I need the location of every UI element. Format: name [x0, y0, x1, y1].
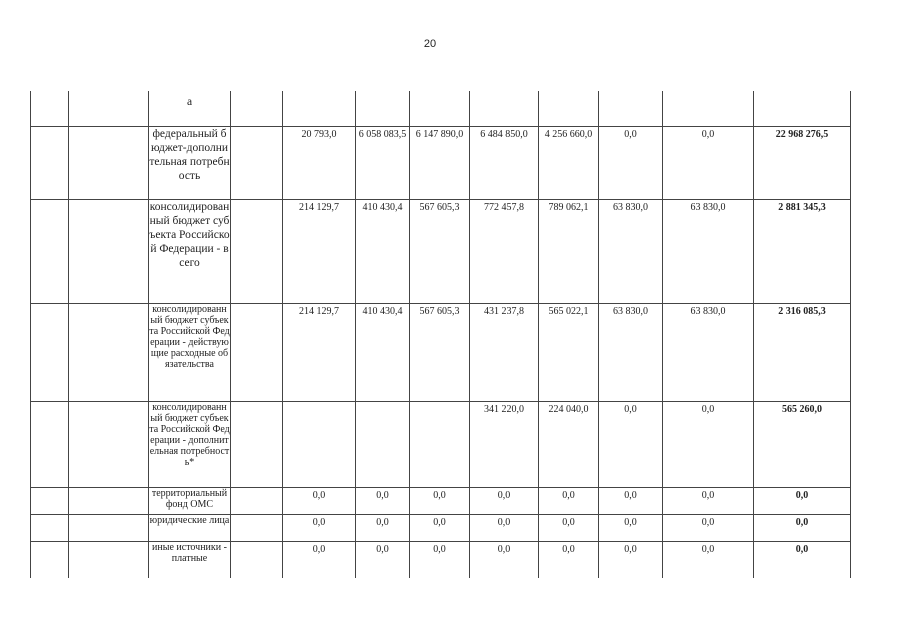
year-value-cell — [663, 91, 754, 126]
year-value-cell: 0,0 — [356, 514, 410, 541]
year-value-cell: 6 058 083,5 — [356, 126, 410, 199]
total-cell: 0,0 — [754, 541, 851, 578]
year-value-cell — [410, 91, 470, 126]
outline-col-b — [69, 487, 149, 514]
total-cell — [754, 91, 851, 126]
total-cell: 565 260,0 — [754, 401, 851, 487]
outline-col-a — [31, 303, 69, 401]
year-value-cell — [599, 91, 663, 126]
year-value-cell: 0,0 — [410, 514, 470, 541]
blank-cell — [231, 91, 283, 126]
year-value-cell: 0,0 — [599, 401, 663, 487]
year-value-cell: 0,0 — [283, 487, 356, 514]
year-value-cell: 6 484 850,0 — [470, 126, 539, 199]
year-value-cell: 63 830,0 — [599, 199, 663, 303]
year-value-cell — [470, 91, 539, 126]
page-number: 20 — [423, 38, 437, 50]
year-value-cell: 431 237,8 — [470, 303, 539, 401]
year-value-cell: 410 430,4 — [356, 303, 410, 401]
row-label: федеральный бюджет-дополнительная потребность — [149, 126, 231, 199]
year-value-cell — [356, 91, 410, 126]
year-value-cell: 772 457,8 — [470, 199, 539, 303]
year-value-cell: 4 256 660,0 — [539, 126, 599, 199]
blank-cell — [231, 541, 283, 578]
outline-col-a — [31, 126, 69, 199]
table-row — [31, 401, 851, 487]
table-row — [31, 487, 851, 514]
year-value-cell: 0,0 — [663, 487, 754, 514]
year-value-cell: 224 040,0 — [539, 401, 599, 487]
year-value-cell: 0,0 — [470, 487, 539, 514]
table-row — [31, 514, 851, 541]
blank-cell — [231, 401, 283, 487]
table-row — [31, 199, 851, 303]
outline-col-a — [31, 91, 69, 126]
outline-col-b — [69, 541, 149, 578]
outline-col-b — [69, 199, 149, 303]
year-value-cell: 0,0 — [599, 541, 663, 578]
year-value-cell: 789 062,1 — [539, 199, 599, 303]
year-value-cell: 0,0 — [410, 541, 470, 578]
outline-col-a — [31, 401, 69, 487]
total-cell: 22 968 276,5 — [754, 126, 851, 199]
total-cell: 2 316 085,3 — [754, 303, 851, 401]
year-value-cell: 0,0 — [663, 541, 754, 578]
year-value-cell — [410, 401, 470, 487]
budget-table — [30, 91, 851, 578]
total-cell: 0,0 — [754, 514, 851, 541]
blank-cell — [231, 514, 283, 541]
year-value-cell: 6 147 890,0 — [410, 126, 470, 199]
total-cell: 0,0 — [754, 487, 851, 514]
outline-col-b — [69, 514, 149, 541]
year-value-cell: 0,0 — [599, 126, 663, 199]
year-value-cell: 0,0 — [539, 514, 599, 541]
table-row — [31, 126, 851, 199]
blank-cell — [231, 199, 283, 303]
blank-cell — [231, 487, 283, 514]
year-value-cell: 0,0 — [410, 487, 470, 514]
blank-cell — [231, 303, 283, 401]
year-value-cell: 0,0 — [470, 514, 539, 541]
outline-col-a — [31, 199, 69, 303]
outline-col-b — [69, 126, 149, 199]
table-row — [31, 91, 851, 126]
year-value-cell — [283, 401, 356, 487]
year-value-cell: 0,0 — [599, 487, 663, 514]
year-value-cell: 63 830,0 — [663, 303, 754, 401]
year-value-cell: 214 129,7 — [283, 199, 356, 303]
year-value-cell: 214 129,7 — [283, 303, 356, 401]
year-value-cell: 0,0 — [356, 541, 410, 578]
year-value-cell — [356, 401, 410, 487]
total-cell: 2 881 345,3 — [754, 199, 851, 303]
outline-col-b — [69, 91, 149, 126]
year-value-cell — [539, 91, 599, 126]
table-row — [31, 541, 851, 578]
year-value-cell: 63 830,0 — [599, 303, 663, 401]
table-row — [31, 303, 851, 401]
year-value-cell: 63 830,0 — [663, 199, 754, 303]
year-value-cell: 0,0 — [283, 514, 356, 541]
outline-col-a — [31, 487, 69, 514]
year-value-cell: 0,0 — [470, 541, 539, 578]
outline-col-b — [69, 303, 149, 401]
row-label: иные источники - платные — [149, 541, 231, 578]
row-label: консолидированный бюджет субъекта Российской Федерации - действующие расходные обязательства — [149, 303, 231, 401]
row-label: юридические лица — [149, 514, 231, 541]
year-value-cell: 0,0 — [539, 487, 599, 514]
row-label: а — [149, 91, 231, 126]
year-value-cell: 410 430,4 — [356, 199, 410, 303]
year-value-cell — [283, 91, 356, 126]
year-value-cell: 0,0 — [663, 514, 754, 541]
year-value-cell: 0,0 — [539, 541, 599, 578]
year-value-cell: 0,0 — [599, 514, 663, 541]
year-value-cell: 341 220,0 — [470, 401, 539, 487]
year-value-cell: 567 605,3 — [410, 199, 470, 303]
year-value-cell: 0,0 — [283, 541, 356, 578]
row-label: консолидированный бюджет субъекта Российской Федерации - дополнительная потребность* — [149, 401, 231, 487]
year-value-cell: 0,0 — [663, 401, 754, 487]
row-label: консолидированный бюджет субъекта Российской Федерации - всего — [149, 199, 231, 303]
outline-col-a — [31, 541, 69, 578]
year-value-cell: 0,0 — [356, 487, 410, 514]
row-label: территориальный фонд ОМС — [149, 487, 231, 514]
year-value-cell: 20 793,0 — [283, 126, 356, 199]
year-value-cell: 565 022,1 — [539, 303, 599, 401]
year-value-cell: 0,0 — [663, 126, 754, 199]
outline-col-b — [69, 401, 149, 487]
blank-cell — [231, 126, 283, 199]
year-value-cell: 567 605,3 — [410, 303, 470, 401]
outline-col-a — [31, 514, 69, 541]
